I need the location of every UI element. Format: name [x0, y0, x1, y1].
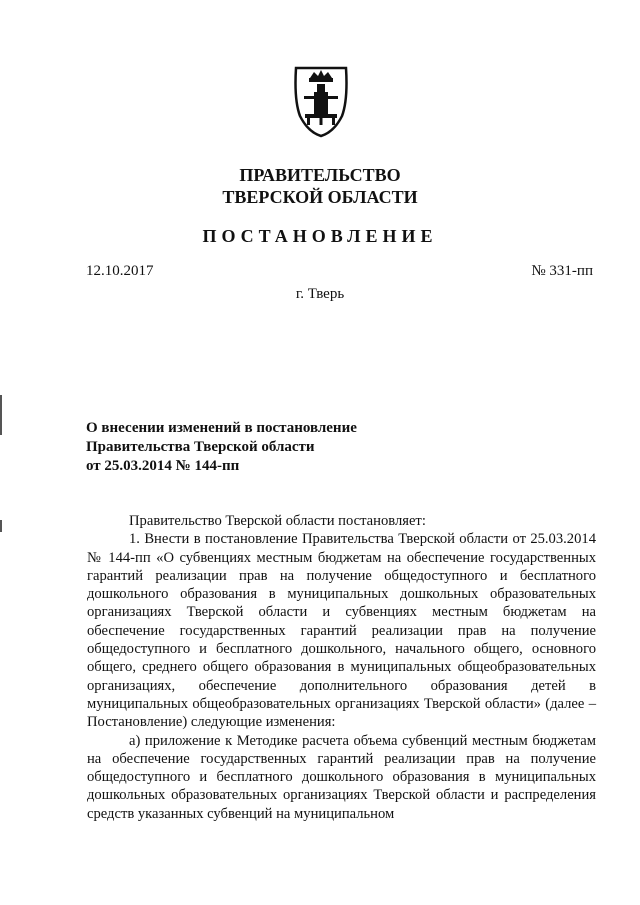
- subject-line: О внесении изменений в постановление: [86, 420, 357, 436]
- preamble: Правительство Тверской области постановляет:: [129, 513, 426, 529]
- scan-edge-mark: [0, 520, 2, 532]
- document-type: ПОСТАНОВЛЕНИЕ: [202, 226, 438, 246]
- document-body: [87, 512, 596, 823]
- paragraph-2: а) приложение к Методике расчета объема субвенций местным бюджетам на обеспечение государственных гарантий реализации прав на получение общедоступного и бесплатного дошкольного образования в муниципальных дошкольных образовательных организациях Тверской области и распределения средств указанных субвенций на муниципальном: [87, 732, 596, 822]
- paragraph-1: 1. Внести в постановление Правительства Тверской области от 25.03.2014 № 144-пп «О субвенциях местным бюджетам на обеспечение государственных гарантий реализации прав на получение общедоступного и бесплатного дошкольного образования в муниципальных дошкольных образовательных организациях Тверской области и субвенциях местным бюджетам на обеспечение государственных гарантий реализации прав на получение общедоступного и бесплатного дошкольного, начального общего, основного общего, среднего общего образования в муниципальных общеобразовательных организациях, обеспечение дополнительного образования детей в муниципальных общеобразовательных организациях Тверской области» (далее – Постановление) следующие изменения:: [87, 531, 596, 731]
- subject-line: от 25.03.2014 № 144-пп: [86, 458, 240, 474]
- document-subject: [86, 419, 506, 476]
- scan-edge-mark: [0, 395, 2, 435]
- subject-line: Правительства Тверской области: [86, 439, 315, 455]
- coat-of-arms-icon: [290, 60, 352, 140]
- document-city: г. Тверь: [295, 286, 345, 302]
- document-date: 12.10.2017: [86, 263, 154, 279]
- document-number: № 331-пп: [531, 263, 593, 279]
- organization-subtitle: ТВЕРСКОЙ ОБЛАСТИ: [222, 187, 418, 207]
- organization-title: ПРАВИТЕЛЬСТВО: [239, 165, 401, 185]
